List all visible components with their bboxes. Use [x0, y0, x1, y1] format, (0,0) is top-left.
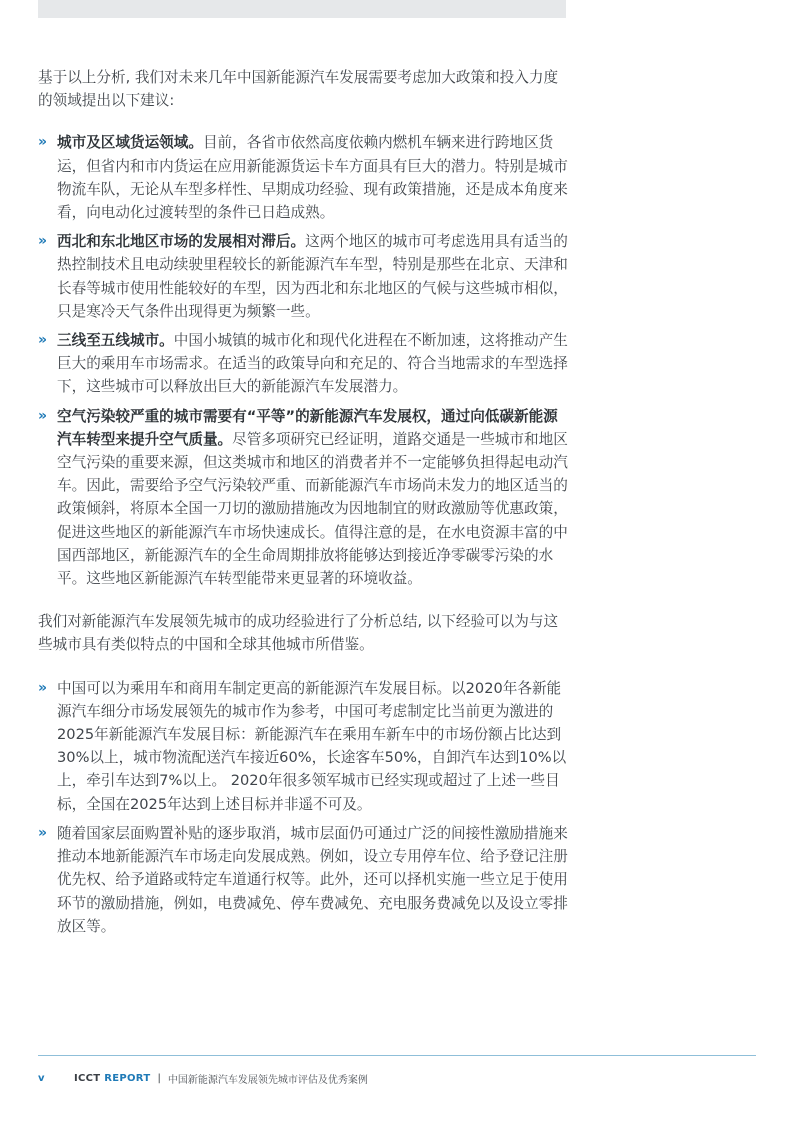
top-shaded-box — [38, 0, 566, 18]
report-title: 中国新能源汽车发展领先城市评估及优秀案例 — [167, 1075, 368, 1086]
list-item — [38, 405, 568, 591]
bullet-marker: » — [38, 332, 48, 349]
list-item — [38, 131, 568, 224]
brand-org: ICCT — [74, 1073, 101, 1084]
item-text: 尽管多项研究已经证明，道路交通是一些城市和地区空气污染的重要来源，但这类城市和地区的消费者并不一定能够负担得起电动汽车。因此，需要给予空气污染较严重、而新能源汽车市场尚未发力的地区适当的政策倾斜，将原本全国一刀切的激励措施改为因地制宜的财政激励等优惠政策，促进这些地区的新能源汽车市场快速成长。值得注意的是，在水电资源丰富的中国西部地区，新能源汽车的全生命周期排放将能够达到接近净零碳零污染的水平。这些地区新能源汽车转型能带来更显著的环境收益。 — [57, 430, 568, 588]
bullet-marker: » — [38, 407, 48, 424]
item-text: 这两个地区的城市可考虑选用具有适当的热控制技术且电动续驶里程较长的新能源汽车车型，特别是那些在北京、天津和长春等城市使用性能较好的车型，因为西北和东北地区的气候与这些城市相似，只是寒冷天气条件出现得更为频繁一些。 — [57, 233, 568, 320]
list-item — [38, 822, 568, 938]
page-number: v — [38, 1073, 45, 1084]
footer-separator: | — [157, 1073, 161, 1084]
footer-divider — [38, 1055, 756, 1056]
item-lead: 西北和东北地区市场的发展相对滞后。 — [57, 233, 306, 251]
report-brand — [74, 1073, 150, 1084]
item-lead: 空气污染较严重的城市需要有“平等”的新能源汽车发展权，通过向低碳新能源汽车转型来提升空气质量。 — [57, 407, 558, 448]
intro-paragraph: 基于以上分析, 我们对未来几年中国新能源汽车发展需要考虑加大政策和投入力度的领域提出以下建议: — [38, 69, 559, 110]
item-text: 中国小城镇的城市化和现代化进程在不断加速，这将推动产生巨大的乘用车市场需求。在适当的政策导向和充足的、符合当地需求的车型选择下，这些城市可以释放出巨大的新能源汽车发展潜力。 — [57, 332, 568, 396]
brand-type: REPORT — [104, 1073, 151, 1084]
list-item — [38, 230, 568, 323]
item-text: 中国可以为乘用车和商用车制定更高的新能源汽车发展目标。以2020年各新能源汽车细分市场发展领先的城市作为参考，中国可考虑制定比当前更为激进的2025年新能源汽车发展目标：新能源汽车在乘用车新车中的市场份额占比达到30%以上，城市物流配送汽车接近60%，长途客车50%，自卸汽车达到10%以上，牵引车达到7%以上。 2020年很多领军城市已经实现或超过了上述一些目标，全国在2025年达到上述目标并非遥不可及。 — [57, 679, 567, 813]
item-lead: 三线至五线城市。 — [57, 332, 174, 350]
lessons-list — [38, 677, 568, 938]
page-content — [38, 66, 568, 944]
item-lead: 城市及区域货运领域。 — [57, 134, 203, 152]
lessons-intro-paragraph: 我们对新能源汽车发展领先城市的成功经验进行了分析总结, 以下经验可以为与这些城市具有类似特点的中国和全球其他城市所借鉴。 — [38, 613, 559, 654]
item-text: 随着国家层面购置补贴的逐步取消，城市层面仍可通过广泛的间接性激励措施来推动本地新能源汽车市场走向发展成熟。例如，设立专用停车位、给予登记注册优先权、给予道路或特定车道通行权等。此外，还可以择机实施一些立足于使用环节的激励措施，例如，电费减免、停车费减免、充电服务费减免以及设立零排放区等。 — [57, 824, 568, 935]
item-text: 目前，各省市依然高度依赖内燃机车辆来进行跨地区货运，但省内和市内货运在应用新能源货运卡车方面具有巨大的潜力。特别是城市物流车队，无论从车型多样性、早期成功经验、现有政策措施，还是成本角度来看，向电动化过渡转型的条件已日趋成熟。 — [57, 134, 568, 222]
bullet-marker: » — [38, 679, 48, 696]
list-item — [38, 329, 568, 399]
bullet-marker: » — [38, 233, 48, 250]
bullet-marker: » — [38, 134, 48, 151]
page-footer — [38, 1071, 368, 1086]
recommendations-list — [38, 131, 568, 590]
bullet-marker: » — [38, 824, 48, 841]
list-item — [38, 677, 568, 816]
